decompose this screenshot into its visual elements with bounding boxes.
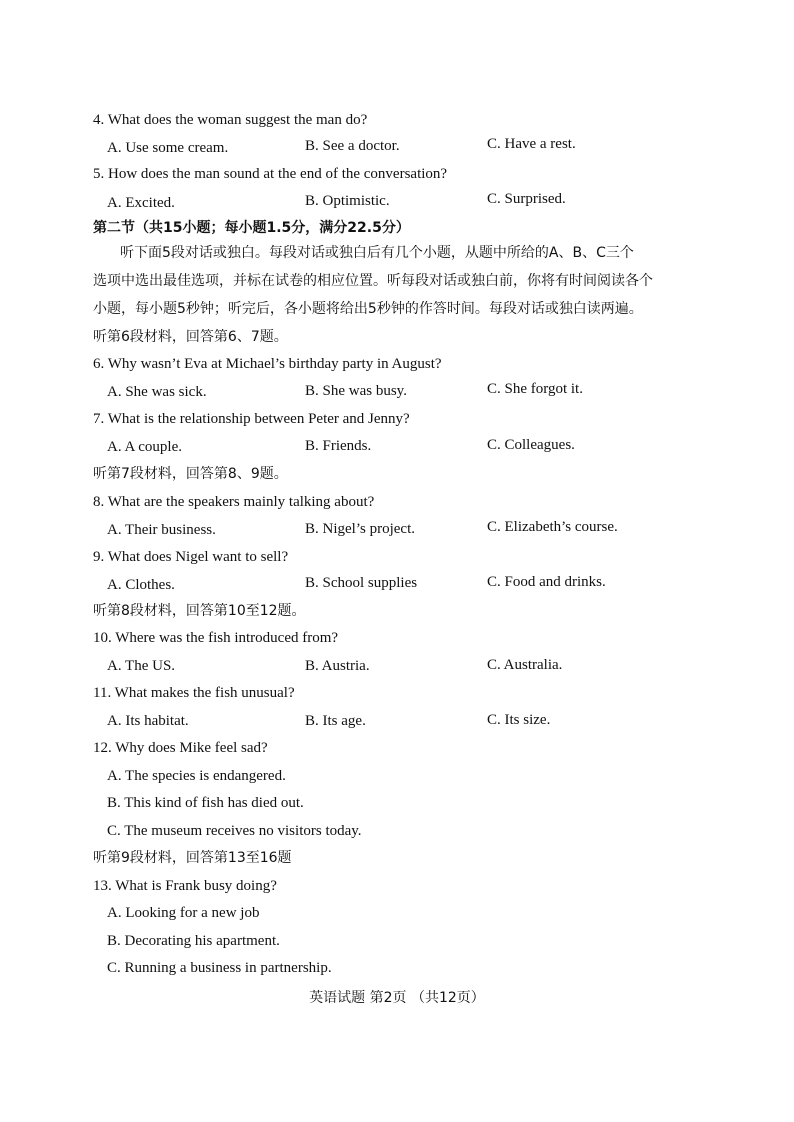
question-11-option-a: A. Its habitat. (107, 713, 189, 729)
question-6-option-a: A. She was sick. (107, 384, 207, 400)
question-7-option-c: C. Colleagues. (487, 437, 575, 453)
question-13-stem: 13. What is Frank busy doing? (93, 878, 277, 894)
question-10-option-b: B. Austria. (305, 658, 370, 674)
instruction-line-3: 小题，每小题5秒钟；听完后，各小题将给出5秒钟的作答时间。每段对话或独白读两遍。 (93, 301, 643, 317)
question-10-option-a: A. The US. (107, 658, 176, 674)
material-8-heading: 听第8段材料，回答第10至12题。 (93, 603, 306, 619)
question-9-option-b: B. School supplies (305, 575, 418, 591)
question-6-stem: 6. Why wasn’t Eva at Michael’s birthday party in August? (93, 356, 442, 372)
question-7-option-a: A. A couple. (107, 439, 182, 455)
question-5-option-a: A. Excited. (107, 195, 175, 211)
instruction-line-2: 选项中选出最佳选项，并标在试卷的相应位置。听每段对话或独白前，你将有时间阅读各个 (93, 273, 653, 289)
question-10-option-c: C. Australia. (487, 657, 563, 673)
question-12-stem: 12. Why does Mike feel sad? (93, 740, 268, 756)
question-8-option-c: C. Elizabeth’s course. (487, 519, 618, 535)
question-5-option-c: C. Surprised. (487, 191, 566, 207)
question-11-option-c: C. Its size. (487, 712, 551, 728)
question-11-option-b: B. Its age. (305, 713, 366, 729)
question-13-option-a: A. Looking for a new job (107, 905, 260, 921)
question-5-stem: 5. How does the man sound at the end of the conversation? (93, 166, 448, 182)
question-13-option-c: C. Running a business in partnership. (107, 960, 332, 976)
question-9-option-c: C. Food and drinks. (487, 574, 606, 590)
question-12-option-c: C. The museum receives no visitors today. (107, 823, 362, 839)
question-8-stem: 8. What are the speakers mainly talking about? (93, 494, 375, 510)
material-9-heading: 听第9段材料，回答第13至16题 (93, 850, 292, 866)
question-6-option-c: C. She forgot it. (487, 381, 583, 397)
question-13-option-b: B. Decorating his apartment. (107, 933, 280, 949)
material-6-heading: 听第6段材料，回答第6、7题。 (93, 329, 288, 345)
section-2-title: 第二节（共15小题；每小题1.5分，满分22.5分） (93, 220, 410, 236)
question-8-option-b: B. Nigel’s project. (305, 521, 415, 537)
question-9-option-a: A. Clothes. (107, 577, 175, 593)
question-5-option-b: B. Optimistic. (305, 193, 390, 209)
question-8-option-a: A. Their business. (107, 522, 216, 538)
question-7-stem: 7. What is the relationship between Peter and Jenny? (93, 411, 410, 427)
question-12-option-a: A. The species is endangered. (107, 768, 286, 784)
question-12-option-b: B. This kind of fish has died out. (107, 795, 304, 811)
question-4-option-a: A. Use some cream. (107, 140, 229, 156)
question-9-stem: 9. What does Nigel want to sell? (93, 549, 289, 565)
question-10-stem: 10. Where was the fish introduced from? (93, 630, 339, 646)
section-2-instructions (93, 239, 703, 323)
question-6-option-b: B. She was busy. (305, 383, 407, 399)
instruction-line-1: 听下面5段对话或独白。每段对话或独白后有几个小题，从题中所给的A、B、C三个 (120, 245, 634, 261)
question-7-option-b: B. Friends. (305, 438, 372, 454)
material-7-heading: 听第7段材料，回答第8、9题。 (93, 466, 288, 482)
question-4-option-c: C. Have a rest. (487, 136, 576, 152)
question-4-option-b: B. See a doctor. (305, 138, 400, 154)
question-11-stem: 11. What makes the fish unusual? (93, 685, 295, 701)
question-4-stem: 4. What does the woman suggest the man do? (93, 112, 368, 128)
page-footer: 英语试题 第2页 （共12页） (309, 990, 485, 1006)
